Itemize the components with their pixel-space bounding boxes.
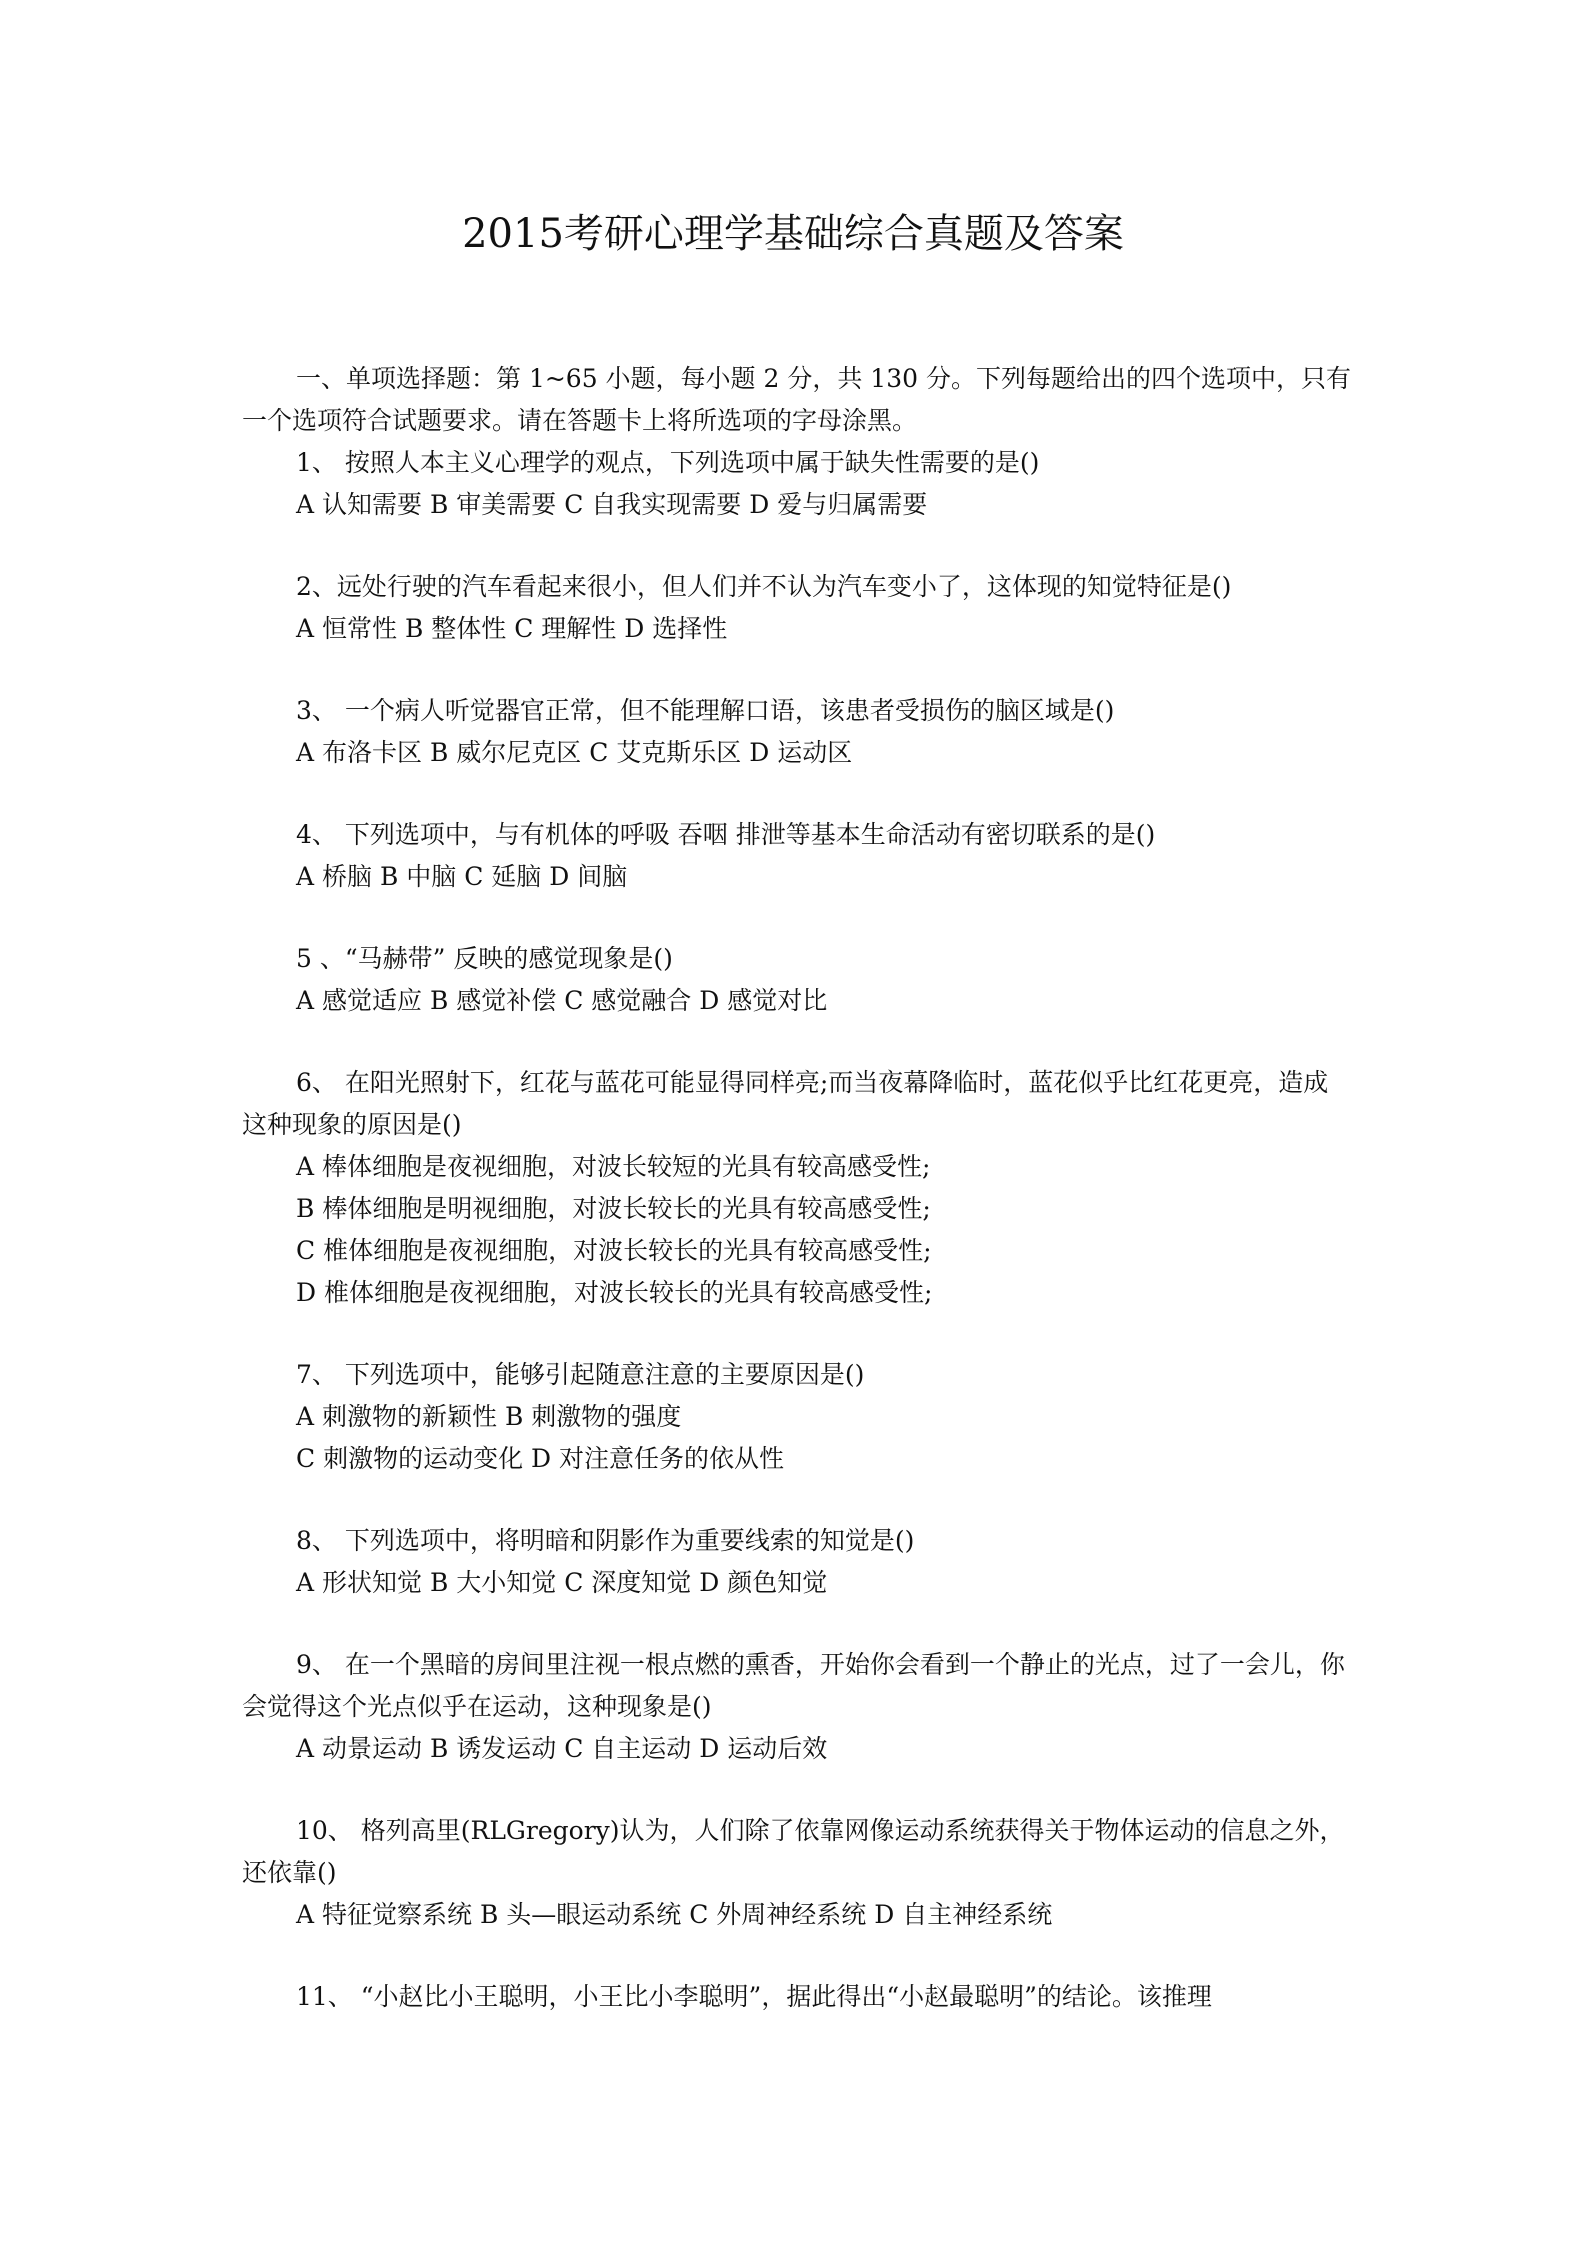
question-options: A 刺激物的新颖性 B 刺激物的强度 <box>296 1402 682 1431</box>
question-options: A 动景运动 B 诱发运动 C 自主运动 D 运动后效 <box>296 1734 828 1763</box>
question-8 <box>242 1520 1352 1604</box>
document-body <box>242 358 1352 2018</box>
question-options: A 认知需要 B 审美需要 C 自我实现需要 D 爱与归属需要 <box>296 490 928 519</box>
question-stem: 10、 格列高里(RLGregory)认为，人们除了依靠网像运动系统获得关于物体运动的信息之外，还依靠() <box>242 1816 1345 1887</box>
question-stem: 11、 “小赵比小王聪明，小王比小李聪明”，据此得出“小赵最聪明”的结论。该推理 <box>296 1982 1212 2011</box>
question-option-c: C 椎体细胞是夜视细胞，对波长较长的光具有较高感受性; <box>296 1236 932 1265</box>
question-stem: 1、 按照人本主义心理学的观点，下列选项中属于缺失性需要的是() <box>296 448 1040 477</box>
question-option-b: B 棒体细胞是明视细胞，对波长较长的光具有较高感受性; <box>296 1194 931 1223</box>
question-4 <box>242 814 1352 898</box>
question-options: A 布洛卡区 B 威尔尼克区 C 艾克斯乐区 D 运动区 <box>296 738 853 767</box>
question-option-a: A 棒体细胞是夜视细胞，对波长较短的光具有较高感受性; <box>296 1152 931 1181</box>
question-options: A 感觉适应 B 感觉补偿 C 感觉融合 D 感觉对比 <box>296 986 828 1015</box>
section-intro: 一、单项选择题：第 1~65 小题，每小题 2 分，共 130 分。下列每题给出的四个选项中，只有一个选项符合试题要求。请在答题卡上将所选项的字母涂黑。 <box>242 364 1351 435</box>
question-options: A 形状知觉 B 大小知觉 C 深度知觉 D 颜色知觉 <box>296 1568 828 1597</box>
document-title: 2015考研心理学基础综合真题及答案 <box>462 211 1124 257</box>
question-7 <box>242 1354 1352 1480</box>
question-2 <box>242 566 1352 650</box>
question-stem: 6、 在阳光照射下，红花与蓝花可能显得同样亮;而当夜幕降临时，蓝花似乎比红花更亮，造成这种现象的原因是() <box>242 1068 1329 1139</box>
question-10 <box>242 1810 1352 1936</box>
question-option-d: D 椎体细胞是夜视细胞，对波长较长的光具有较高感受性; <box>296 1278 933 1307</box>
question-stem: 2、远处行驶的汽车看起来很小，但人们并不认为汽车变小了，这体现的知觉特征是() <box>296 572 1232 601</box>
question-stem: 9、 在一个黑暗的房间里注视一根点燃的熏香，开始你会看到一个静止的光点，过了一会儿，你会觉得这个光点似乎在运动，这种现象是() <box>242 1650 1345 1721</box>
question-3 <box>242 690 1352 774</box>
question-options: A 桥脑 B 中脑 C 延脑 D 间脑 <box>296 862 628 891</box>
question-stem: 4、 下列选项中，与有机体的呼吸 吞咽 排泄等基本生命活动有密切联系的是() <box>296 820 1156 849</box>
question-stem: 3、 一个病人听觉器官正常，但不能理解口语，该患者受损伤的脑区域是() <box>296 696 1115 725</box>
question-stem: 8、 下列选项中，将明暗和阴影作为重要线索的知觉是() <box>296 1526 915 1555</box>
question-5 <box>242 938 1352 1022</box>
question-stem: 7、 下列选项中，能够引起随意注意的主要原因是() <box>296 1360 865 1389</box>
question-options: C 刺激物的运动变化 D 对注意任务的依从性 <box>296 1444 785 1473</box>
question-9 <box>242 1644 1352 1770</box>
question-1 <box>242 442 1352 526</box>
question-options: A 特征觉察系统 B 头—眼运动系统 C 外周神经系统 D 自主神经系统 <box>296 1900 1053 1929</box>
question-11 <box>242 1976 1352 2018</box>
question-options: A 恒常性 B 整体性 C 理解性 D 选择性 <box>296 614 728 643</box>
question-stem: 5 、“马赫带” 反映的感觉现象是() <box>296 944 673 973</box>
question-6 <box>242 1062 1352 1314</box>
